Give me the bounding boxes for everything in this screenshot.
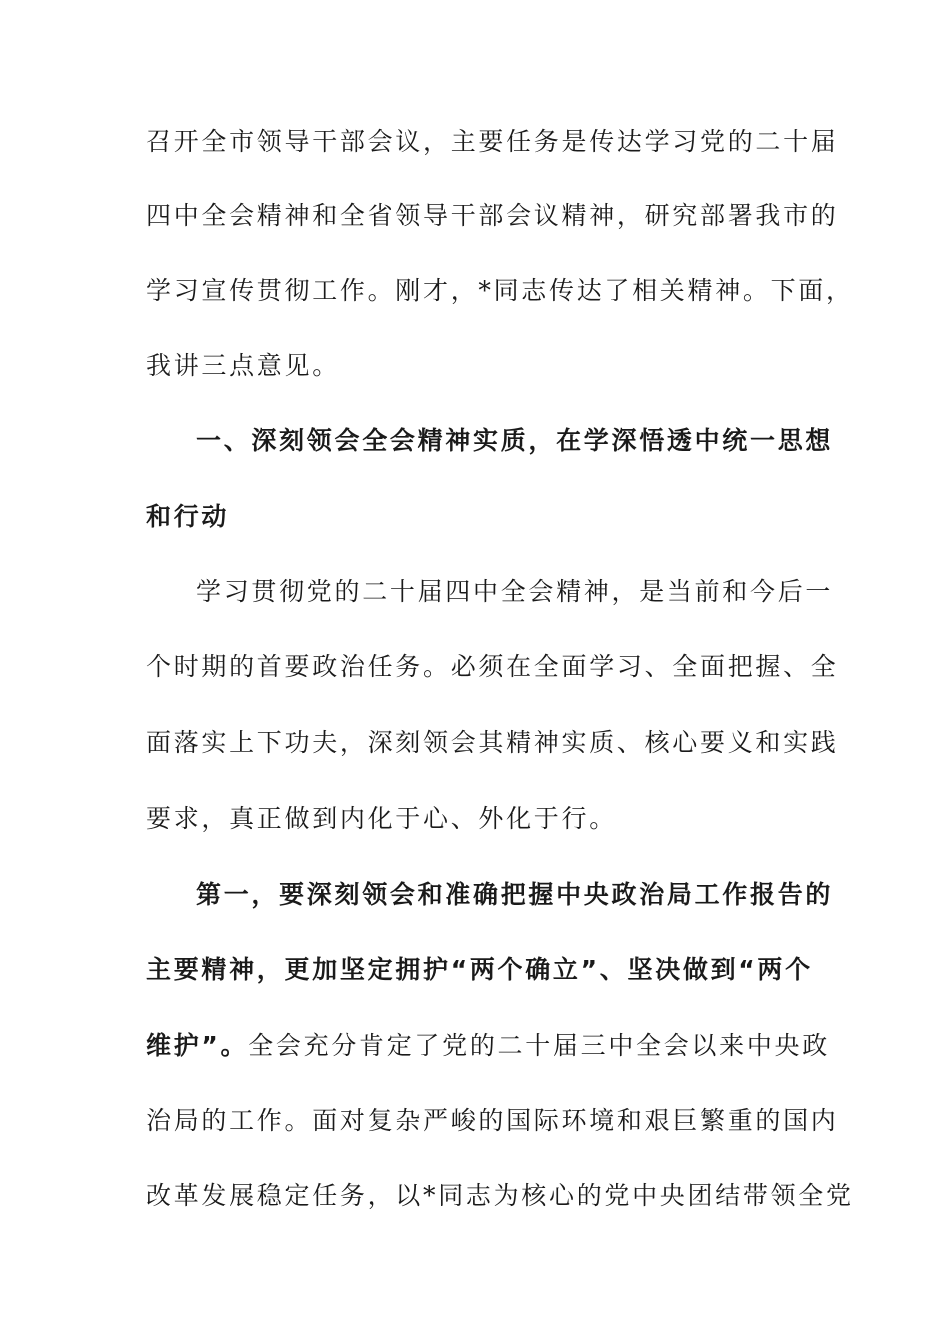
- section-heading-line-1: 一、深刻领会全会精神实质，在学深悟透中统一思想: [196, 426, 834, 455]
- section-paragraph-line-1: 学习贯彻党的二十届四中全会精神，是当前和今后一: [196, 577, 834, 606]
- point-one-bold-line-1: 第一，要深刻领会和准确把握中央政治局工作报告的: [196, 880, 834, 909]
- point-one-mixed-normal: 全会充分肯定了党的二十届三中全会以来中央政: [248, 1031, 830, 1060]
- section-paragraph-line-4: 要求，真正做到内化于心、外化于行。: [146, 804, 617, 833]
- section-paragraph-line-2: 个时期的首要政治任务。必须在全面学习、全面把握、全: [146, 652, 839, 681]
- intro-line-4: 我讲三点意见。: [146, 351, 340, 380]
- section-paragraph-line-3: 面落实上下功夫，深刻领会其精神实质、核心要义和实践: [146, 728, 839, 757]
- point-one-mixed-bold: 维护”。: [146, 1031, 249, 1060]
- intro-line-3: 学习宣传贯彻工作。刚才，*同志传达了相关精神。下面，: [146, 276, 854, 305]
- point-one-bold-line-2: 主要精神，更加坚定拥护“两个确立”、坚决做到“两个: [146, 955, 813, 984]
- intro-line-2: 四中全会精神和全省领导干部会议精神，研究部署我市的: [146, 201, 839, 230]
- point-one-line-4: 治局的工作。面对复杂严峻的国际环境和艰巨繁重的国内: [146, 1106, 839, 1135]
- point-one-mixed-line: [146, 1030, 830, 1062]
- intro-line-1: 召开全市领导干部会议，主要任务是传达学习党的二十届: [146, 127, 839, 156]
- section-heading-line-2: 和行动: [146, 502, 230, 531]
- point-one-line-5: 改革发展稳定任务，以*同志为核心的党中央团结带领全党: [146, 1181, 854, 1210]
